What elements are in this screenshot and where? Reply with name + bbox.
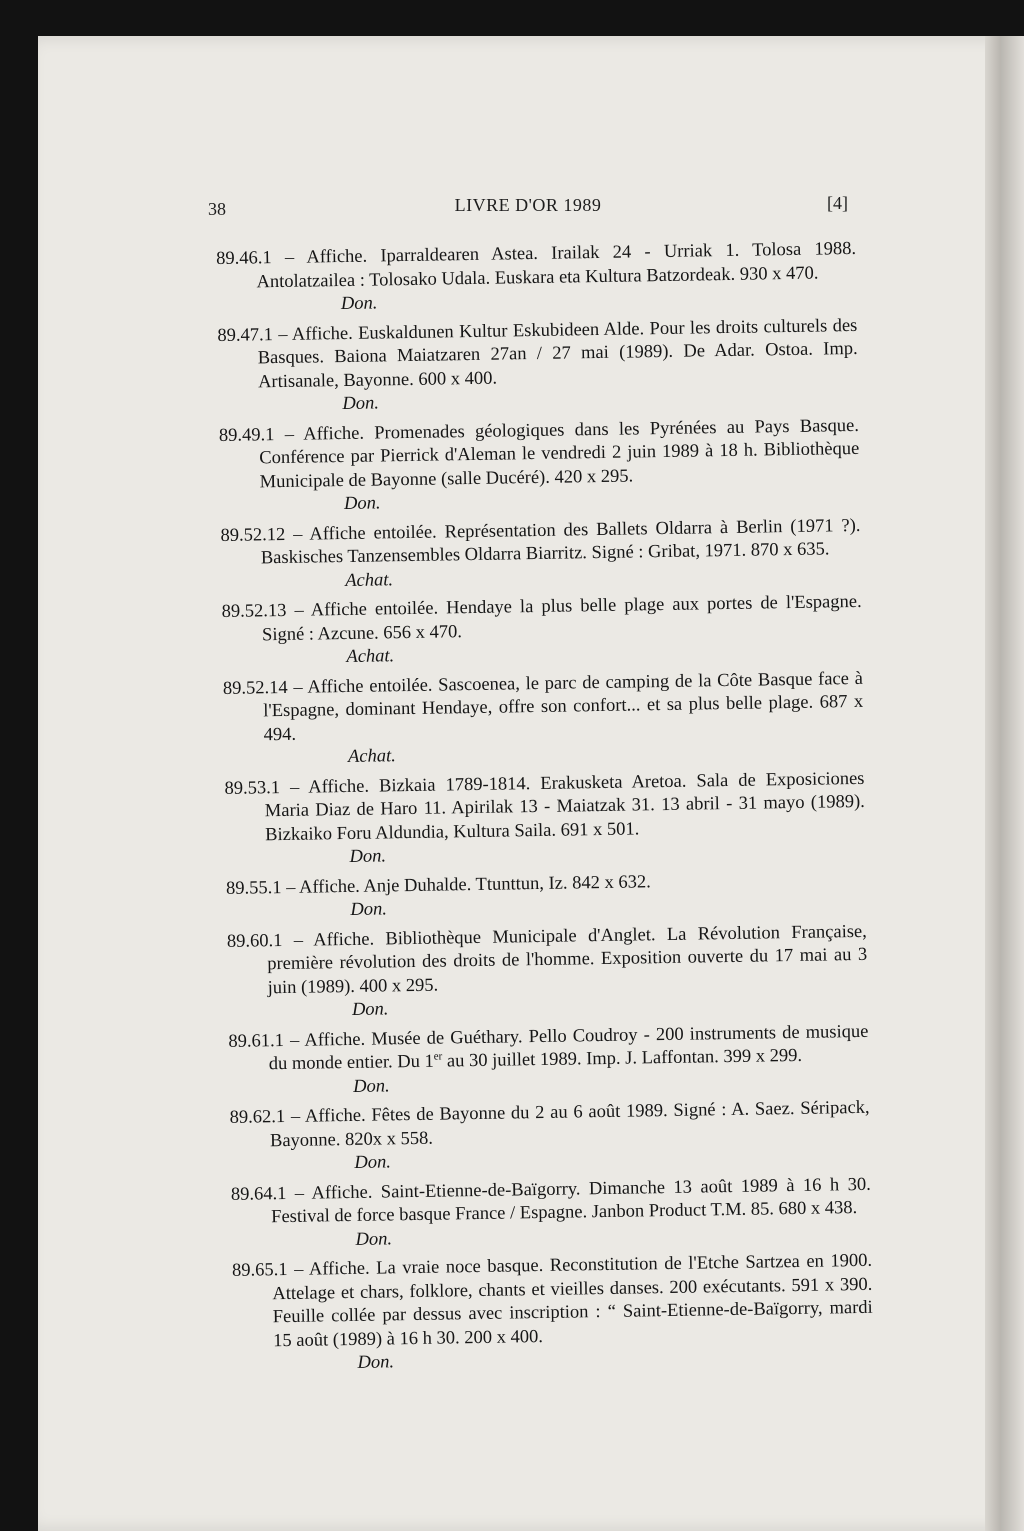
- entry-text: Affiche. Saint-Etienne-de-Baïgorry. Dimanche 13 août 1989 à 16 h 30. Festival de force basque France / Espagne. Janbon Product T.M. 85. 680 x 438.: [271, 1174, 871, 1228]
- entry-id: 89.52.14: [222, 677, 288, 699]
- entry-text: Affiche. Iparraldearen Astea. Irailak 24 - Urriak 1. Tolosa 1988. Antolatzailea : Tolosako Udala. Euskara eta Kultura Batzordeak. 930 x 470.: [256, 238, 857, 292]
- entry-id: 89.53.1: [224, 777, 281, 799]
- entry-source: Don.: [357, 1352, 395, 1373]
- catalogue-entry: 89.46.1 – Affiche. Iparraldearen Astea. Irailak 24 - Urriak 1. Tolosa 1988. Antolatzailea : Tolosako Udala. Euskara eta Kultura Batzordeak. 930 x 470. Don.: [216, 238, 857, 319]
- entry-text: Affiche entoilée. Représentation des Ballets Oldarra à Berlin (1971 ?). Baskisches Tanzensembles Oldarra Biarritz. Signé : Gribat, 1971. 870 x 635.: [260, 515, 861, 569]
- catalogue-entry: 89.52.13 – Affiche entoilée. Hendaye la plus belle plage aux portes de l'Espagne. Signé : Azcune. 656 x 470. Achat.: [222, 591, 863, 672]
- entry-id: 89.62.1: [229, 1107, 286, 1128]
- entry-text: Affiche. Fêtes de Bayonne du 2 au 6 août 1989. Signé : A. Saez. Séripack, Bayonne. 820x x 558.: [269, 1097, 870, 1151]
- entry-text: Affiche. Bizkaia 1789-1814. Erakusketa Aretoa. Sala de Exposiciones Maria Diaz de Haro 11. Apirilak 13 - Maiatzak 31. 13 abril - 31 mayo (1989). Bizkaiko Foru Aldundia, Kultura Saila. 691 x 501.: [264, 768, 865, 845]
- entry-text: Affiche. Bibliothèque Municipale d'Anglet. La Révolution Française, première révolution des droits de l'homme. Exposition ouverte du 17 mai au 3 juin (1989). 400 x 295.: [267, 921, 868, 998]
- entry-source: Don.: [350, 899, 388, 920]
- page-number: 38: [208, 199, 226, 219]
- entry-source: Achat.: [347, 746, 396, 767]
- entry-source: Don.: [355, 1228, 393, 1250]
- entry-id: 89.55.1: [225, 877, 282, 899]
- running-header: [208, 195, 848, 225]
- catalogue-entry: 89.52.14 – Affiche entoilée. Sascoenea, le parc de camping de la Côte Basque face à l'Espagne, dominant Hendaye, offre son confort... et sa plus belle plage. 687 x 494. Achat.: [223, 667, 864, 771]
- catalogue-entry: 89.60.1 – Affiche. Bibliothèque Municipale d'Anglet. La Révolution Française, première révolution des droits de l'homme. Exposition ouverte du 17 mai au 3 juin (1989). 400 x 295. Don.: [227, 920, 868, 1024]
- entry-text-cont: au 30 juillet 1989. Imp. J. Laffontan. 399 x 299.: [442, 1045, 803, 1072]
- entry-source: Don.: [351, 999, 389, 1020]
- entry-source: Don.: [349, 846, 387, 867]
- entry-source: Don.: [340, 293, 378, 315]
- entry-text: Affiche entoilée. Hendaye la plus belle plage aux portes de l'Espagne. Signé : Azcune. 656 x 470.: [261, 591, 862, 645]
- entry-id: 89.46.1: [216, 248, 272, 269]
- catalogue-entry: 89.49.1 – Affiche. Promenades géologiques dans les Pyrénées au Pays Basque. Conférence par Pierrick d'Aleman le vendredi 2 juin 1989 à 18 h. Bibliothèque Municipale de Bayonne (salle Ducéré). 420 x 295. Don.: [219, 414, 860, 518]
- entry-id: 89.60.1: [226, 930, 283, 952]
- catalogue-entry: 89.65.1 – Affiche. La vraie noce basque. Reconstitution de l'Etche Sartzea en 1900. Attelage et chars, folklore, chants et vieilles danses. 200 exécutants. 591 x 390. Feuille collée par dessus avec inscription : “ Saint-Etienne-de-Baïgorry, mardi 15 août (1989) à 16 h 30. 200 x 400. Don.: [232, 1250, 874, 1378]
- entry-text: Affiche. Musée de Guéthary. Pello Coudroy - 200 instruments de musique du monde entier. Du 1: [268, 1021, 869, 1075]
- entry-text: Affiche. Promenades géologiques dans les Pyrénées au Pays Basque. Conférence par Pierrick d'Aleman le vendredi 2 juin 1989 à 18 h. Bibliothèque Municipale de Bayonne (salle Ducéré). 420 x 295.: [259, 415, 860, 492]
- catalogue-entry: 89.55.1 – Affiche. Anje Duhalde. Ttunttun, Iz. 842 x 632. Don.: [226, 867, 867, 924]
- entry-text: Affiche entoilée. Sascoenea, le parc de camping de la Côte Basque face à l'Espagne, dominant Hendaye, offre son confort... et sa plus belle plage. 687 x 494.: [263, 668, 864, 745]
- entry-text: Affiche. Euskaldunen Kultur Eskubideen Alde. Pour les droits culturels des Basques. Baiona Maiatzaren 27an / 27 mai (1989). De Adar. Ostoa. Imp. Artisanale, Bayonne. 600 x 400.: [257, 315, 858, 392]
- catalogue-entries: [216, 238, 874, 1383]
- entry-source: Achat.: [346, 646, 395, 668]
- entry-id: 89.65.1: [231, 1260, 288, 1281]
- section-marker: [4]: [827, 193, 848, 213]
- entry-id: 89.52.12: [220, 524, 286, 546]
- entry-source: Don.: [343, 493, 381, 515]
- catalogue-entry: 89.64.1 – Affiche. Saint-Etienne-de-Baïgorry. Dimanche 13 août 1989 à 16 h 30. Festival de force basque France / Espagne. Janbon Product T.M. 85. 680 x 438. Don.: [231, 1173, 872, 1254]
- entry-id: 89.47.1: [217, 324, 274, 346]
- catalogue-entry: 89.61.1 – Affiche. Musée de Guéthary. Pello Coudroy - 200 instruments de musique du monde entier. Du 1er au 30 juillet 1989. Imp. J. Laffontan. 399 x 299. Don.: [228, 1020, 869, 1101]
- entry-text: Affiche. La vraie noce basque. Reconstitution de l'Etche Sartzea en 1900. Attelage et chars, folklore, chants et vieilles danses. 200 exécutants. 591 x 390. Feuille collée par dessus avec inscription : “ Saint-Etienne-de-Baïgorry, mardi 15 août (1989) à 16 h 30. 200 x 400.: [272, 1250, 873, 1351]
- entry-id: 89.52.13: [221, 600, 287, 622]
- entry-source: Don.: [342, 393, 380, 415]
- catalogue-entry: 89.52.12 – Affiche entoilée. Représentation des Ballets Oldarra à Berlin (1971 ?). Baskisches Tanzensembles Oldarra Biarritz. Signé : Gribat, 1971. 870 x 635. Achat.: [220, 514, 861, 595]
- entry-text: Affiche. Anje Duhalde. Ttunttun, Iz. 842 x 632.: [298, 871, 651, 898]
- entry-source: Don.: [353, 1075, 390, 1097]
- entry-id: 89.49.1: [218, 424, 275, 446]
- entry-source: Achat.: [345, 569, 394, 591]
- entry-id: 89.64.1: [230, 1183, 287, 1205]
- page-title: LIVRE D'OR 1989: [454, 195, 602, 215]
- entry-id: 89.61.1: [228, 1030, 285, 1052]
- facing-page-edge: [985, 36, 1024, 1531]
- catalogue-entry: 89.47.1 – Affiche. Euskaldunen Kultur Eskubideen Alde. Pour les droits culturels des Basques. Baiona Maiatzaren 27an / 27 mai (1989). De Adar. Ostoa. Imp. Artisanale, Bayonne. 600 x 400. Don.: [217, 314, 858, 418]
- catalogue-entry: 89.53.1 – Affiche. Bizkaia 1789-1814. Erakusketa Aretoa. Sala de Exposiciones Maria Diaz de Haro 11. Apirilak 13 - Maiatzak 31. 13 abril - 31 mayo (1989). Bizkaiko Foru Aldundia, Kultura Saila. 691 x 501. Don.: [224, 767, 865, 871]
- entry-source: Don.: [354, 1152, 392, 1173]
- superscript: er: [433, 1050, 443, 1063]
- catalogue-entry: 89.62.1 – Affiche. Fêtes de Bayonne du 2 au 6 août 1989. Signé : A. Saez. Séripack, Bayonne. 820x x 558. Don.: [229, 1097, 870, 1178]
